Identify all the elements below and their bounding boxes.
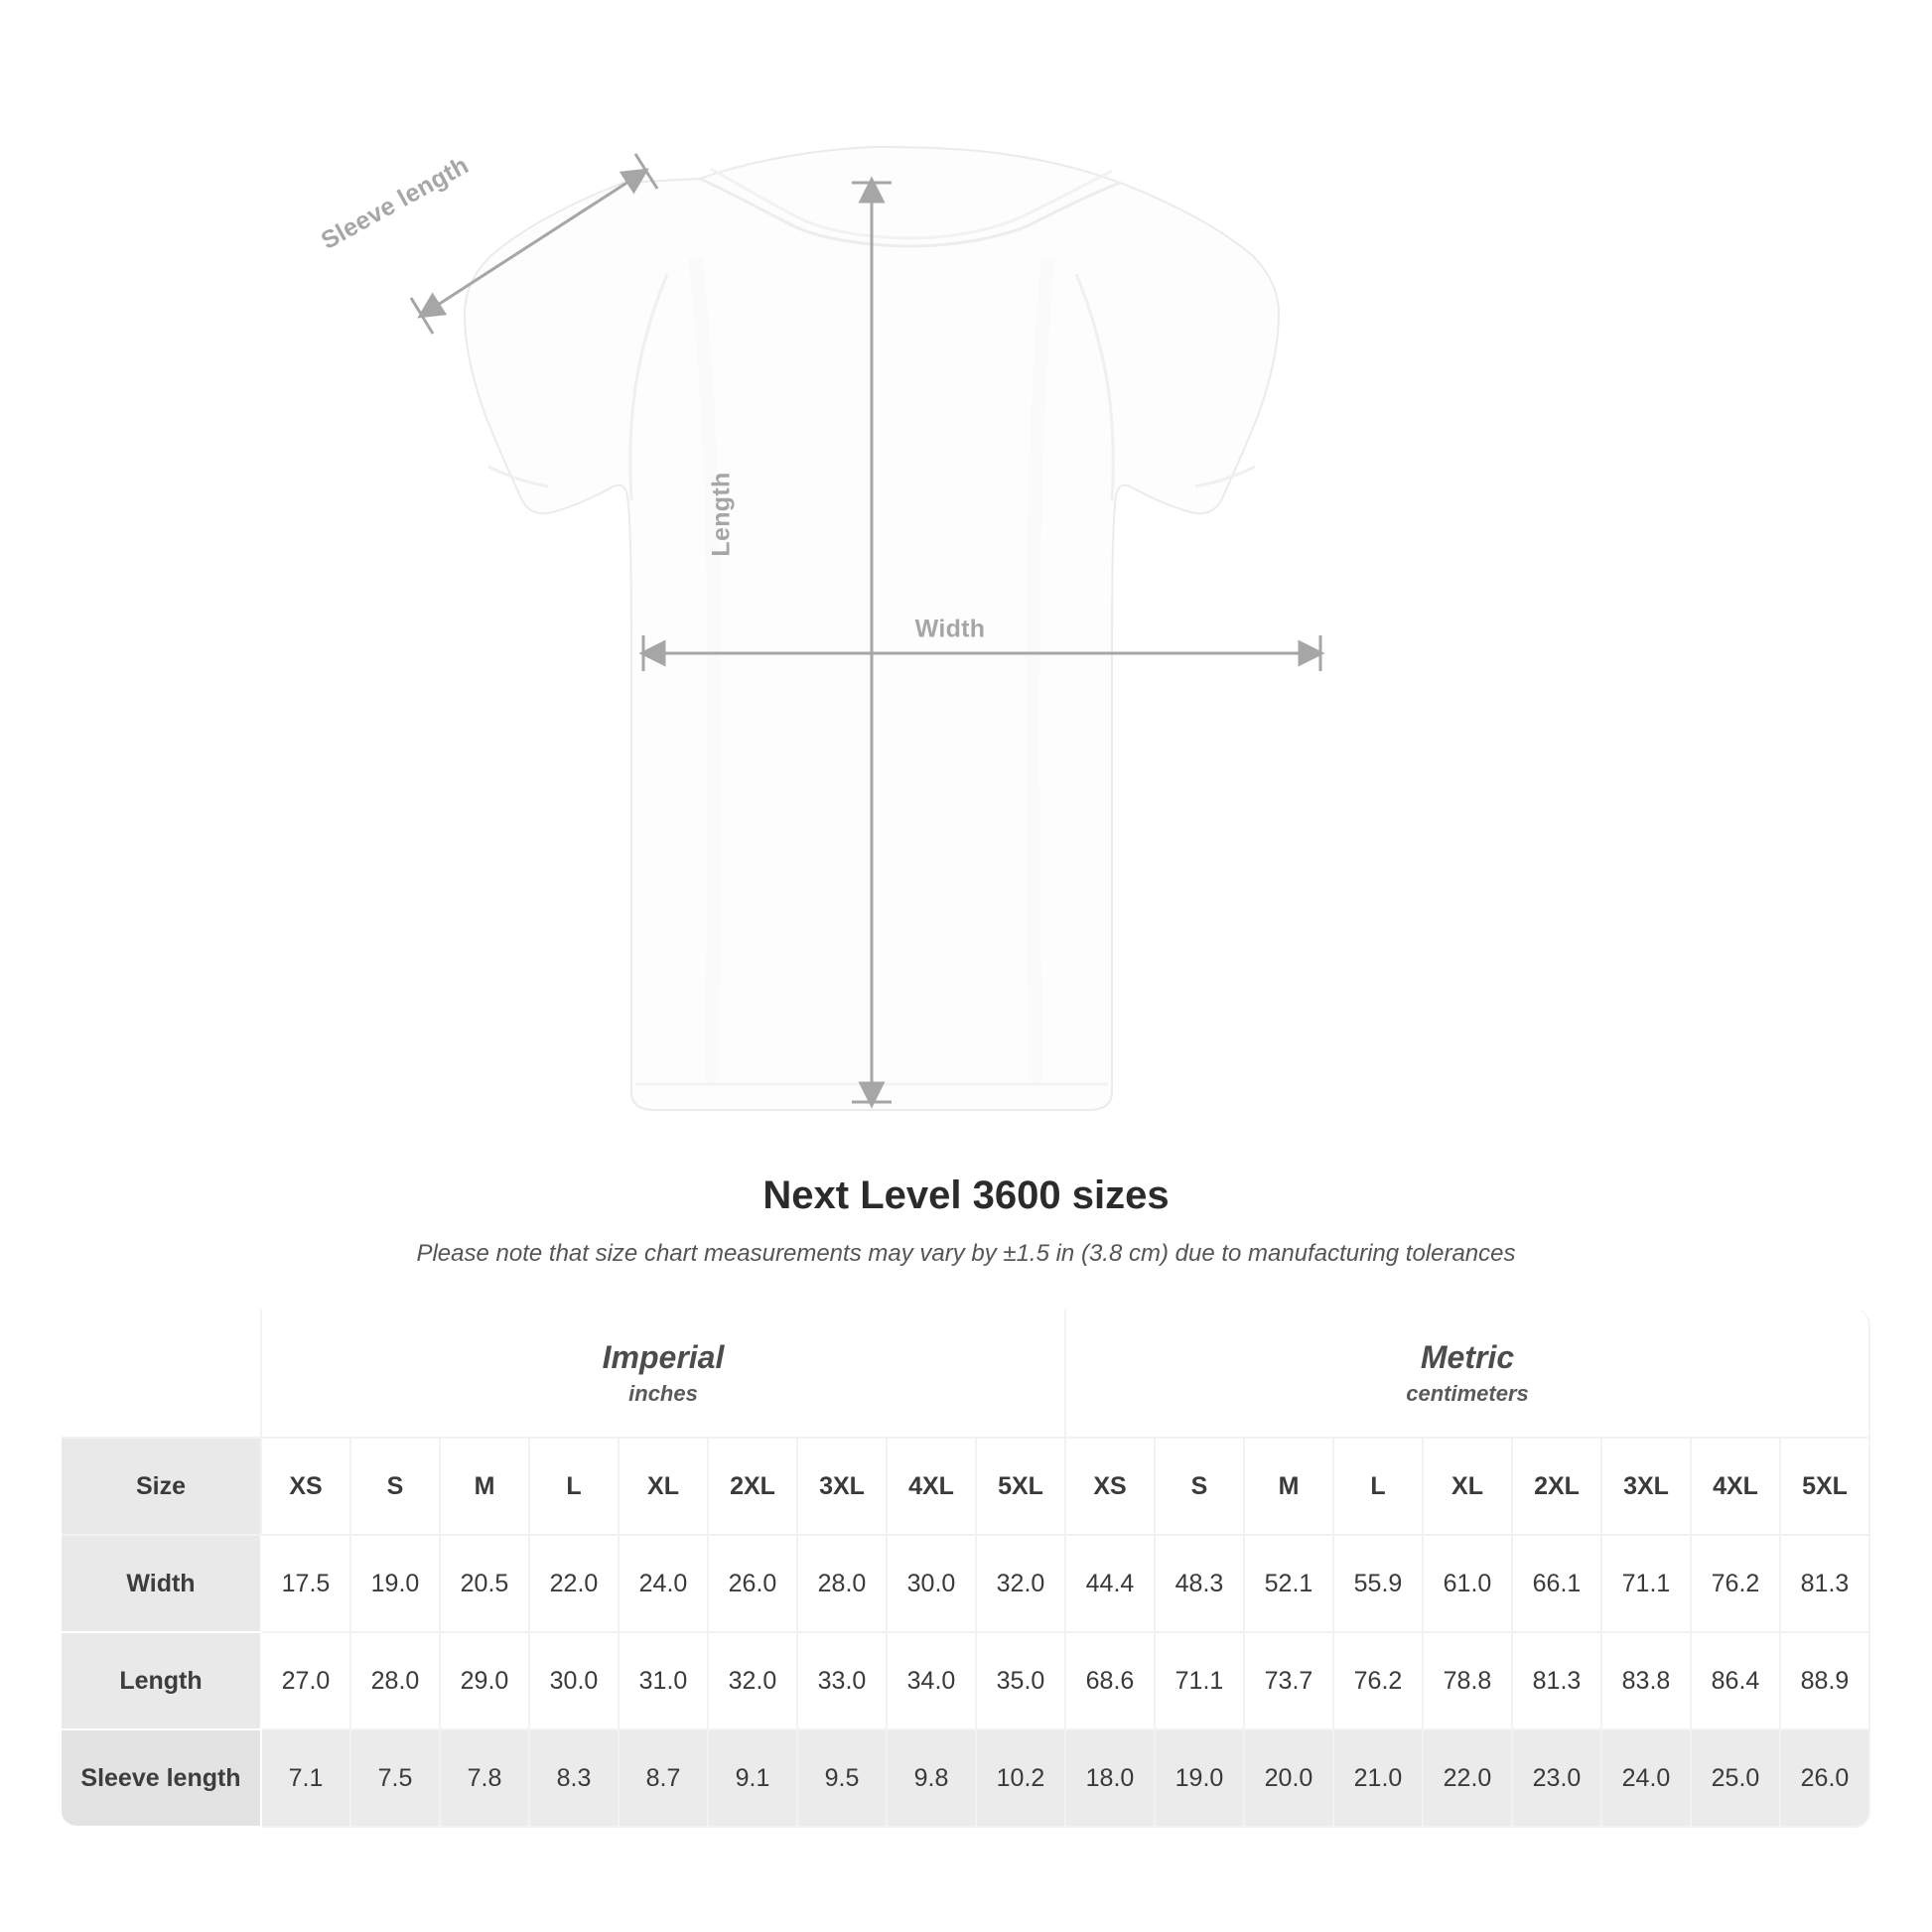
size-col-header: 3XL (798, 1439, 888, 1536)
system-header-row (62, 1310, 1870, 1439)
size-col-header: XL (1424, 1439, 1513, 1536)
cell-sleeve: 18.0 (1066, 1730, 1156, 1828)
cell-length: 28.0 (351, 1633, 441, 1730)
cell-length: 68.6 (1066, 1633, 1156, 1730)
cell-sleeve: 20.0 (1245, 1730, 1334, 1828)
cell-length: 86.4 (1692, 1633, 1781, 1730)
cell-length: 73.7 (1245, 1633, 1334, 1730)
cell-width: 17.5 (262, 1536, 351, 1633)
size-table-wrap (62, 1310, 1870, 1828)
size-col-header: L (1334, 1439, 1424, 1536)
size-col-header: S (1156, 1439, 1245, 1536)
cell-length: 81.3 (1513, 1633, 1602, 1730)
size-col-header: XS (262, 1439, 351, 1536)
cell-width: 20.5 (441, 1536, 530, 1633)
cell-length: 88.9 (1781, 1633, 1870, 1730)
cell-sleeve: 8.3 (530, 1730, 620, 1828)
cell-width: 30.0 (888, 1536, 977, 1633)
row-label-sleeve-length: Sleeve length (62, 1730, 262, 1828)
cell-width: 32.0 (977, 1536, 1066, 1633)
cell-sleeve: 10.2 (977, 1730, 1066, 1828)
system-unit-metric: centimeters (1406, 1380, 1529, 1406)
cell-length: 33.0 (798, 1633, 888, 1730)
cell-width: 71.1 (1602, 1536, 1692, 1633)
cell-length: 78.8 (1424, 1633, 1513, 1730)
table-row (62, 1536, 1870, 1633)
system-header-imperial (262, 1310, 1066, 1439)
width-label: Width (914, 615, 986, 643)
size-col-header: S (351, 1439, 441, 1536)
system-name-imperial: Imperial (602, 1338, 725, 1375)
size-col-header: XS (1066, 1439, 1156, 1536)
system-header-metric (1066, 1310, 1870, 1439)
system-name-metric: Metric (1420, 1338, 1515, 1375)
cell-length: 27.0 (262, 1633, 351, 1730)
tolerance-note: Please note that size chart measurements may vary by ±1.5 in (3.8 cm) due to manufacturing tolerances (416, 1240, 1516, 1267)
size-col-header: 2XL (1513, 1439, 1602, 1536)
cell-length: 83.8 (1602, 1633, 1692, 1730)
cell-width: 26.0 (709, 1536, 798, 1633)
size-col-header: 3XL (1602, 1439, 1692, 1536)
cell-width: 55.9 (1334, 1536, 1424, 1633)
cell-sleeve: 22.0 (1424, 1730, 1513, 1828)
cell-sleeve: 21.0 (1334, 1730, 1424, 1828)
size-col-header: M (441, 1439, 530, 1536)
row-label-length: Length (62, 1633, 262, 1730)
cell-width: 22.0 (530, 1536, 620, 1633)
cell-width: 19.0 (351, 1536, 441, 1633)
cell-width: 24.0 (620, 1536, 709, 1633)
system-unit-imperial: inches (628, 1380, 698, 1406)
cell-sleeve: 19.0 (1156, 1730, 1245, 1828)
cell-sleeve: 23.0 (1513, 1730, 1602, 1828)
system-header-spacer (62, 1310, 262, 1439)
cell-width: 66.1 (1513, 1536, 1602, 1633)
cell-width: 76.2 (1692, 1536, 1781, 1633)
size-col-header: M (1245, 1439, 1334, 1536)
cell-length: 71.1 (1156, 1633, 1245, 1730)
cell-sleeve: 8.7 (620, 1730, 709, 1828)
size-col-header: 4XL (888, 1439, 977, 1536)
table-row (62, 1633, 1870, 1730)
cell-sleeve: 9.1 (709, 1730, 798, 1828)
cell-width: 81.3 (1781, 1536, 1870, 1633)
cell-length: 30.0 (530, 1633, 620, 1730)
cell-sleeve: 7.1 (262, 1730, 351, 1828)
cell-length: 32.0 (709, 1633, 798, 1730)
cell-width: 44.4 (1066, 1536, 1156, 1633)
size-table (62, 1310, 1870, 1828)
length-label: Length (707, 472, 736, 557)
cell-length: 34.0 (888, 1633, 977, 1730)
page-title: Next Level 3600 sizes (762, 1173, 1170, 1217)
cell-width: 28.0 (798, 1536, 888, 1633)
table-row (62, 1730, 1870, 1828)
size-col-header: 4XL (1692, 1439, 1781, 1536)
cell-width: 52.1 (1245, 1536, 1334, 1633)
cell-sleeve: 26.0 (1781, 1730, 1870, 1828)
size-header-row (62, 1439, 1870, 1536)
cell-width: 48.3 (1156, 1536, 1245, 1633)
size-header-cell: Size (62, 1439, 262, 1536)
cell-sleeve: 24.0 (1602, 1730, 1692, 1828)
cell-sleeve: 7.8 (441, 1730, 530, 1828)
size-col-header: 2XL (709, 1439, 798, 1536)
cell-sleeve: 7.5 (351, 1730, 441, 1828)
cell-sleeve: 9.5 (798, 1730, 888, 1828)
row-label-width: Width (62, 1536, 262, 1633)
size-col-header: L (530, 1439, 620, 1536)
cell-length: 31.0 (620, 1633, 709, 1730)
cell-width: 61.0 (1424, 1536, 1513, 1633)
size-col-header: 5XL (1781, 1439, 1870, 1536)
size-col-header: XL (620, 1439, 709, 1536)
sleeve-length-label: Sleeve length (316, 151, 474, 255)
cell-length: 76.2 (1334, 1633, 1424, 1730)
cell-length: 29.0 (441, 1633, 530, 1730)
cell-sleeve: 9.8 (888, 1730, 977, 1828)
cell-sleeve: 25.0 (1692, 1730, 1781, 1828)
size-col-header: 5XL (977, 1439, 1066, 1536)
cell-length: 35.0 (977, 1633, 1066, 1730)
